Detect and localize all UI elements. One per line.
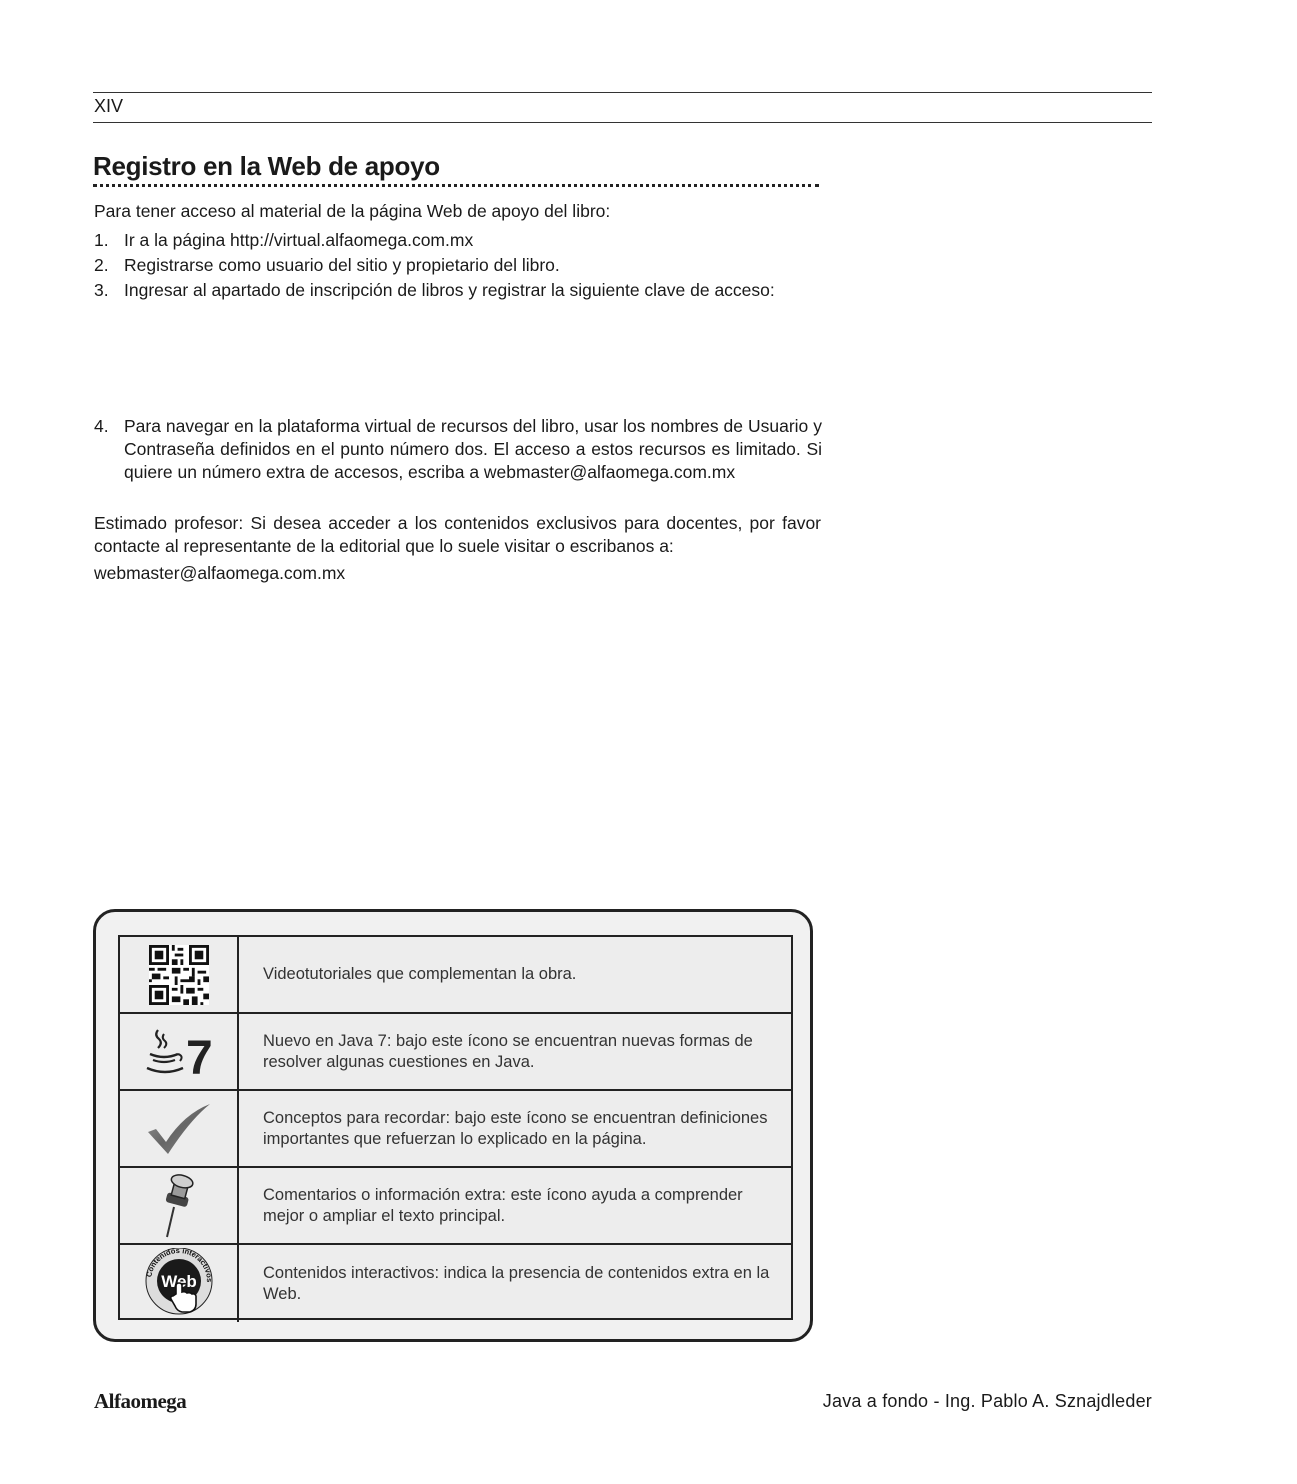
web-icon-label: Web — [160, 1271, 197, 1291]
list-item — [94, 253, 822, 278]
legend-text: Comentarios o información extra: este ícono ayuda a comprender mejor o ampliar el texto principal. — [263, 1185, 743, 1225]
step-text: Ingresar al apartado de inscripción de libros y registrar la siguiente clave de acceso: — [124, 280, 775, 300]
step-4 — [94, 415, 822, 484]
step-text: Ir a la página http://virtual.alfaomega.com.mx — [124, 230, 474, 250]
checkmark-icon — [146, 1102, 212, 1156]
svg-text:Contenidos interactivos: Contenidos interactivos — [143, 1247, 214, 1282]
step-number: 4. — [94, 416, 109, 436]
icon-cell — [120, 1091, 239, 1166]
header-rule-bottom — [93, 122, 1152, 123]
list-item — [94, 228, 822, 253]
legend-text: Conceptos para recordar: bajo este ícono se encuentran definiciones importantes que refuerzan lo explicado en la página. — [263, 1108, 768, 1148]
qr-code-icon — [149, 945, 209, 1005]
step-text: Para navegar en la plataforma virtual de recursos del libro, usar los nombres de Usuario y Contraseña definidos en el punto número dos. El acceso a estos recursos es limitado. Si quiere un número extra de accesos, escriba a webmaster@alfaomega.com.mx — [124, 416, 822, 482]
legend-row-comments — [120, 1168, 791, 1245]
list-item — [94, 278, 822, 303]
web-interactive-icon — [144, 1248, 214, 1320]
publisher-logo: Alfaomega — [94, 1389, 187, 1413]
steps-list — [94, 228, 822, 303]
header-rule-top — [93, 92, 1152, 93]
icon-legend-table — [118, 935, 793, 1320]
section-title: Registro en la Web de apoyo — [93, 151, 819, 187]
professor-email: webmaster@alfaomega.com.mx — [94, 563, 346, 583]
page-number: XIV — [94, 96, 124, 116]
legend-row-videotutorials — [120, 937, 791, 1014]
step-number: 2. — [94, 255, 109, 275]
professor-note: Estimado profesor: Si desea acceder a los contenidos exclusivos para docentes, por favor contacte al representante de la editorial que lo suele visitar o escribanos a: — [94, 513, 821, 556]
legend-row-concepts — [120, 1091, 791, 1168]
step-number: 1. — [94, 230, 109, 250]
step-text: Registrarse como usuario del sitio y propietario del libro. — [124, 255, 560, 275]
book-title: Java a fondo - Ing. Pablo A. Sznajdleder — [822, 1391, 1152, 1411]
step-number: 3. — [94, 280, 109, 300]
icon-cell — [120, 1168, 239, 1243]
legend-row-java7 — [120, 1014, 791, 1091]
java7-icon-label: 7 — [185, 1031, 213, 1080]
legend-text: Contenidos interactivos: indica la presencia de contenidos extra en la Web. — [263, 1263, 770, 1303]
intro-text: Para tener acceso al material de la página Web de apoyo del libro: — [94, 201, 611, 221]
icon-cell — [120, 1245, 239, 1322]
icon-cell — [120, 1014, 239, 1089]
legend-text: Nuevo en Java 7: bajo este ícono se encuentran nuevas formas de resolver algunas cuestiones en Java. — [263, 1031, 753, 1071]
legend-row-interactive — [120, 1245, 791, 1322]
pushpin-icon — [159, 1173, 199, 1239]
icon-cell — [120, 937, 239, 1012]
java7-icon — [144, 1024, 214, 1080]
legend-text: Videotutoriales que complementan la obra. — [263, 965, 577, 983]
